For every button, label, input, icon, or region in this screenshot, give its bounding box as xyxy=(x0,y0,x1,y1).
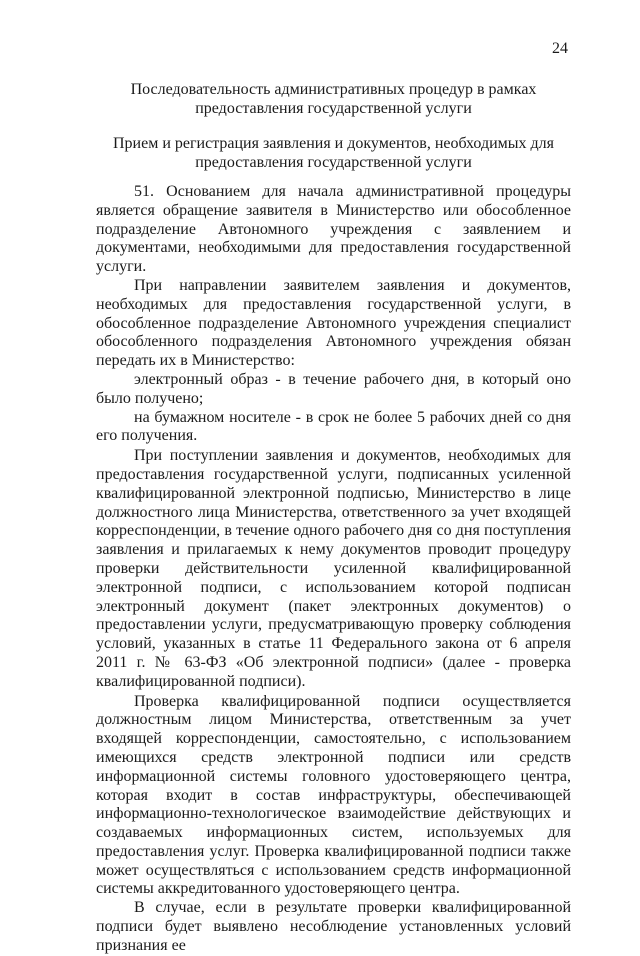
paragraph: 51. Основанием для начала административной процедуры является обращение заявителя в Министерство или обособленное подразделение Автономного учреждения с заявлением и документами, необходимыми для предоставления государственной услуги. xyxy=(96,183,571,276)
section-heading: Последовательность административных процедур в рамках предоставления государственной услуги xyxy=(130,81,537,117)
page-number: 24 xyxy=(552,40,568,57)
document-body xyxy=(96,183,571,956)
paragraph: Проверка квалифицированной подписи осуществляется должностным лицом Министерства, ответственным за учет входящей корреспонденции, самостоятельно, с использованием имеющихся средств электронной подписи или средств информационной системы головного удостоверяющего центра, которая входит в состав инфраструктуры, обеспечивающей информационно-технологическое взаимодействие действующих и создаваемых информационных систем, используемых для предоставления услуг. Проверка квалифицированной подписи также может осуществляться с использованием средств информационной системы аккредитованного удостоверяющего центра. xyxy=(96,692,571,898)
paragraph: В случае, если в результате проверки квалифицированной подписи будет выявлено несоблюдение установленных условий признания ее xyxy=(96,899,571,954)
paragraph: на бумажном носителе - в срок не более 5 рабочих дней со дня его получения. xyxy=(96,408,571,445)
paragraph: При направлении заявителем заявления и документов, необходимых для предоставления государственной услуги, в обособленное подразделение Автономного учреждения специалист обособленного подразделения Автономного учреждения обязан передать их в Министерство: xyxy=(96,276,571,370)
subsection-heading: Прием и регистрация заявления и документов, необходимых для предоставления государственной услуги xyxy=(112,135,555,171)
paragraph: При поступлении заявления и документов, необходимых для предоставления государственной услуги, подписанных усиленной квалифицированной электронной подписью, Министерство в лице должностного лица Министерства, ответственного за учет входящей корреспонденции, в течение одного рабочего дня со дня поступления заявления и прилагаемых к нему документов проводит процедуру проверки действительности усиленной квалифицированной электронной подписи, с использованием которой подписан электронный документ (пакет электронных документов) о предоставлении услуги, предусматривающую проверку соблюдения условий, указанных в статье 11 Федерального закона от 6 апреля 2011 г. № 63-ФЗ «Об электронной подписи» (далее - проверка квалифицированной подписи). xyxy=(96,447,571,690)
paragraph: электронный образ - в течение рабочего дня, в который оно было получено; xyxy=(96,370,571,407)
